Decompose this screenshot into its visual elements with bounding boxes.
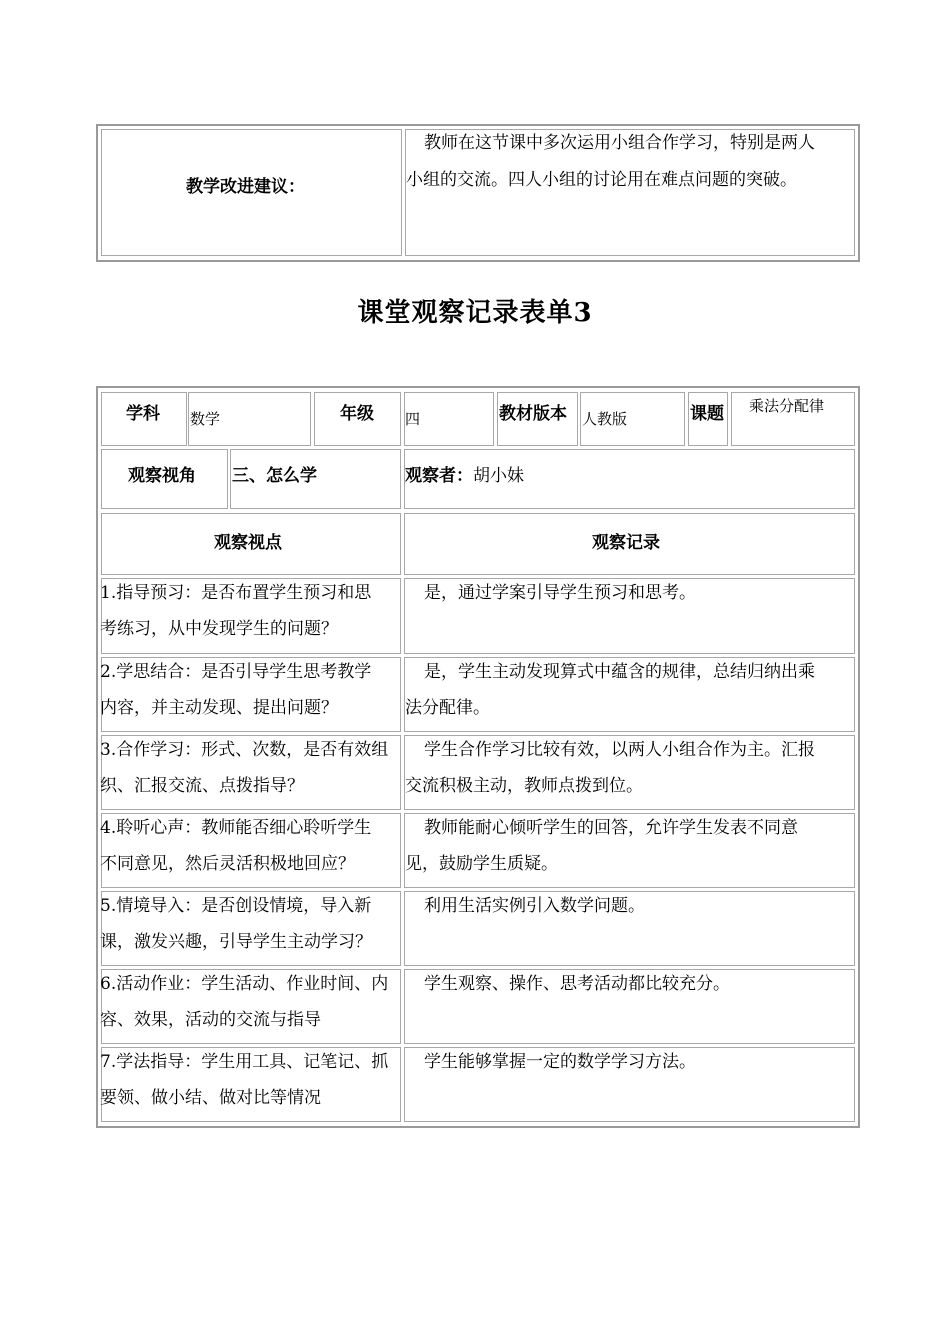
point-text-line2: 考练习，从中发现学生的问题？ [100, 619, 338, 639]
record-text-line1: 教师能耐心倾听学生的回答，允许学生发表不同意 [424, 818, 798, 838]
point-text-line1: 1.指导预习：是否布置学生预习和思 [100, 583, 372, 603]
point-header: 观察视点 [214, 533, 282, 553]
grade-value: 四 [405, 410, 421, 428]
point-text-line1: 7.学法指导：学生用工具、记笔记、抓 [100, 1052, 389, 1072]
point-text-line1: 4.聆听心声：教师能否细心聆听学生 [100, 818, 372, 838]
record-text-line1: 利用生活实例引入数学问题。 [424, 896, 645, 916]
point-text-line1: 3.合作学习：形式、次数，是否有效组 [100, 740, 389, 760]
point-text-line2: 不同意见，然后灵活积极地回应？ [100, 854, 355, 874]
improvement-content-line1: 教师在这节课中多次运用小组合作学习，特别是两人 [424, 133, 815, 153]
record-text-line1: 是，通过学案引导学生预习和思考。 [424, 583, 696, 603]
record-text-line1: 学生合作学习比较有效，以两人小组合作为主。汇报 [424, 740, 815, 760]
point-text-line1: 6.活动作业：学生活动、作业时间、内 [100, 974, 389, 994]
record-text-line1: 是，学生主动发现算式中蕴含的规律，总结归纳出乘 [424, 662, 815, 682]
point-text-line2: 织、汇报交流、点拨指导？ [100, 776, 304, 796]
point-text-line1: 2.学思结合：是否引导学生思考教学 [100, 662, 372, 682]
angle-value: 三、怎么学 [232, 466, 317, 486]
record-text-line2: 见，鼓励学生质疑。 [405, 854, 558, 874]
angle-label: 观察视角 [128, 466, 196, 486]
topic-label: 课题 [690, 404, 724, 424]
improvement-content-line2: 小组的交流。四人小组的讨论用在难点问题的突破。 [406, 170, 797, 190]
grade-label: 年级 [340, 404, 374, 424]
improvement-label: 教学改进建议： [186, 177, 305, 197]
record-text-line1: 学生能够掌握一定的数学学习方法。 [424, 1052, 696, 1072]
observer-label: 观察者： [405, 466, 473, 486]
point-text-line2: 要领、做小结、做对比等情况 [100, 1088, 321, 1108]
edition-value: 人教版 [582, 410, 628, 428]
topic-value: 乘法分配律 [749, 397, 825, 415]
subject-label: 学科 [126, 404, 160, 424]
record-text-line1: 学生观察、操作、思考活动都比较充分。 [424, 974, 730, 994]
point-text-line2: 课，激发兴趣，引导学生主动学习？ [100, 932, 372, 952]
observer-value: 胡小妹 [473, 466, 524, 486]
point-text-line2: 内容，并主动发现、提出问题？ [100, 698, 338, 718]
record-text-line2: 法分配律。 [405, 698, 490, 718]
edition-label: 教材版本 [499, 404, 567, 424]
point-text-line2: 容、效果，活动的交流与指导 [100, 1010, 321, 1030]
record-text-line2: 交流积极主动，教师点拨到位。 [405, 776, 643, 796]
point-text-line1: 5.情境导入：是否创设情境，导入新 [100, 896, 372, 916]
page-title: 课堂观察记录表单3 [357, 298, 593, 328]
subject-value: 数学 [190, 410, 221, 428]
record-header: 观察记录 [592, 533, 660, 553]
